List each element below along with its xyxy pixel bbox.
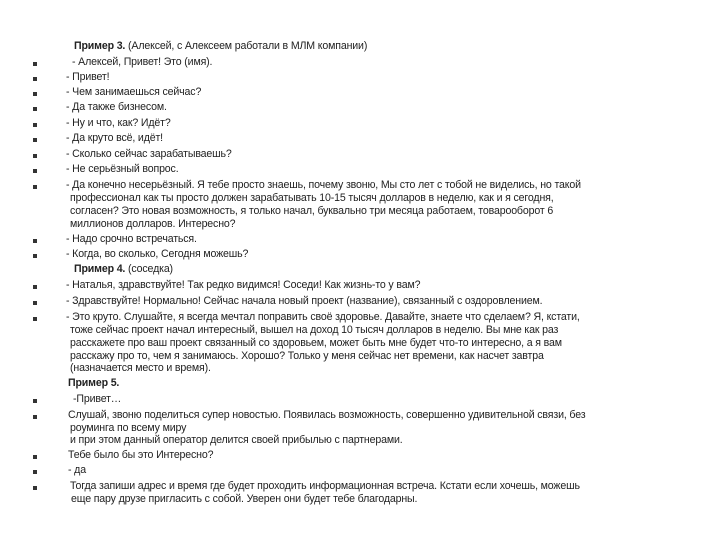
- dialogue-line: Слушай, звоню поделиться супер новостью. Появилась возможность, совершенно удивительной связи, без: [68, 409, 586, 421]
- dialogue-line: - Да круто всё, идёт!: [66, 132, 163, 144]
- dialogue-line: еще пару друзе пригласить с собой. Уверен они будет тебе благодарны.: [71, 493, 418, 505]
- bullet-icon: [33, 62, 37, 66]
- bullet-icon: [33, 154, 37, 158]
- example-4-heading: [74, 263, 173, 276]
- dialogue-line: - Чем занимаешься сейчас?: [66, 86, 202, 98]
- dialogue-line: миллионов долларов. Интересно?: [70, 218, 236, 230]
- bullet-icon: [33, 399, 37, 403]
- example-subtitle: (Алексей, с Алексеем работали в МЛМ компании): [125, 40, 368, 52]
- dialogue-line: - Ну и что, как? Идёт?: [66, 117, 171, 129]
- dialogue-line: расскажете про ваш проект связанный со здоровьем, может быть мне будет что-то интересно, а я вам: [70, 337, 562, 349]
- bullet-icon: [33, 185, 37, 189]
- dialogue-line: - Да конечно несерьёзный. Я тебе просто знаешь, почему звоню, Мы сто лет с тобой не виделись, но такой: [66, 179, 581, 191]
- bullet-icon: [33, 285, 37, 289]
- bullet-icon: [33, 455, 37, 459]
- bullet-icon: [33, 470, 37, 474]
- bullet-icon: [33, 107, 37, 111]
- example-title: Пример 3.: [74, 40, 126, 52]
- dialogue-line: - Алексей, Привет! Это (имя).: [72, 56, 213, 68]
- dialogue-line: - Наталья, здравствуйте! Так редко видимся! Соседи! Как жизнь-то у вам?: [66, 279, 421, 291]
- dialogue-line: - Привет!: [66, 71, 110, 83]
- dialogue-line: тоже сейчас проект начал интересный, вышел на доход 10 тысяч долларов в неделю. Вы мне как раз: [70, 324, 559, 336]
- bullet-icon: [33, 239, 37, 243]
- dialogue-line: - да: [68, 464, 86, 476]
- bullet-icon: [33, 415, 37, 419]
- bullet-icon: [33, 486, 37, 490]
- dialogue-line: расскажу про то, чем я занимаюсь. Хорошо? Только у меня сейчас нет времени, как насчет завтра: [70, 350, 544, 362]
- bullet-icon: [33, 138, 37, 142]
- dialogue-line: - Сколько сейчас зарабатываешь?: [66, 148, 232, 160]
- dialogue-line: профессионал как ты просто должен зарабатывать 10-15 тысяч долларов в неделю, как и я сегодня,: [70, 192, 554, 204]
- bullet-icon: [33, 92, 37, 96]
- bullet-icon: [33, 169, 37, 173]
- dialogue-line: и при этом данный оператор делится своей прибылью с партнерами.: [70, 434, 403, 446]
- example-5-heading: [68, 377, 119, 390]
- dialogue-line: Тебе было бы это Интересно?: [68, 449, 214, 461]
- dialogue-line: - Здравствуйте! Нормально! Сейчас начала новый проект (название), связанный с оздоровлением.: [66, 295, 543, 307]
- bullet-icon: [33, 301, 37, 305]
- dialogue-line: - Да также бизнесом.: [66, 101, 167, 113]
- example-title: Пример 4.: [74, 263, 126, 275]
- dialogue-line: -Привет…: [73, 393, 122, 405]
- dialogue-line: Тогда запиши адрес и время где будет проходить информационная встреча. Кстати если хочешь, можешь: [70, 480, 580, 492]
- dialogue-line: согласен? Это новая возможность, я только начал, буквально три месяца работаем, товарооборот 6: [70, 205, 554, 217]
- bullet-icon: [33, 77, 37, 81]
- dialogue-line: - Это круто. Слушайте, я всегда мечтал поправить своё здоровье. Давайте, знаете что сделаем? Я, кстати,: [66, 311, 580, 323]
- dialogue-line: роуминга по всему миру: [70, 422, 187, 434]
- dialogue-line: - Когда, во сколько, Сегодня можешь?: [66, 248, 249, 260]
- bullet-icon: [33, 254, 37, 258]
- bullet-icon: [33, 317, 37, 321]
- bullet-icon: [33, 123, 37, 127]
- example-title: Пример 5.: [68, 377, 120, 389]
- example-3-heading: [74, 40, 367, 53]
- dialogue-line: (назначается место и время).: [70, 362, 211, 374]
- dialogue-line: - Не серьёзный вопрос.: [66, 163, 179, 175]
- dialogue-line: - Надо срочно встречаться.: [66, 233, 197, 245]
- example-subtitle: (соседка): [125, 263, 173, 275]
